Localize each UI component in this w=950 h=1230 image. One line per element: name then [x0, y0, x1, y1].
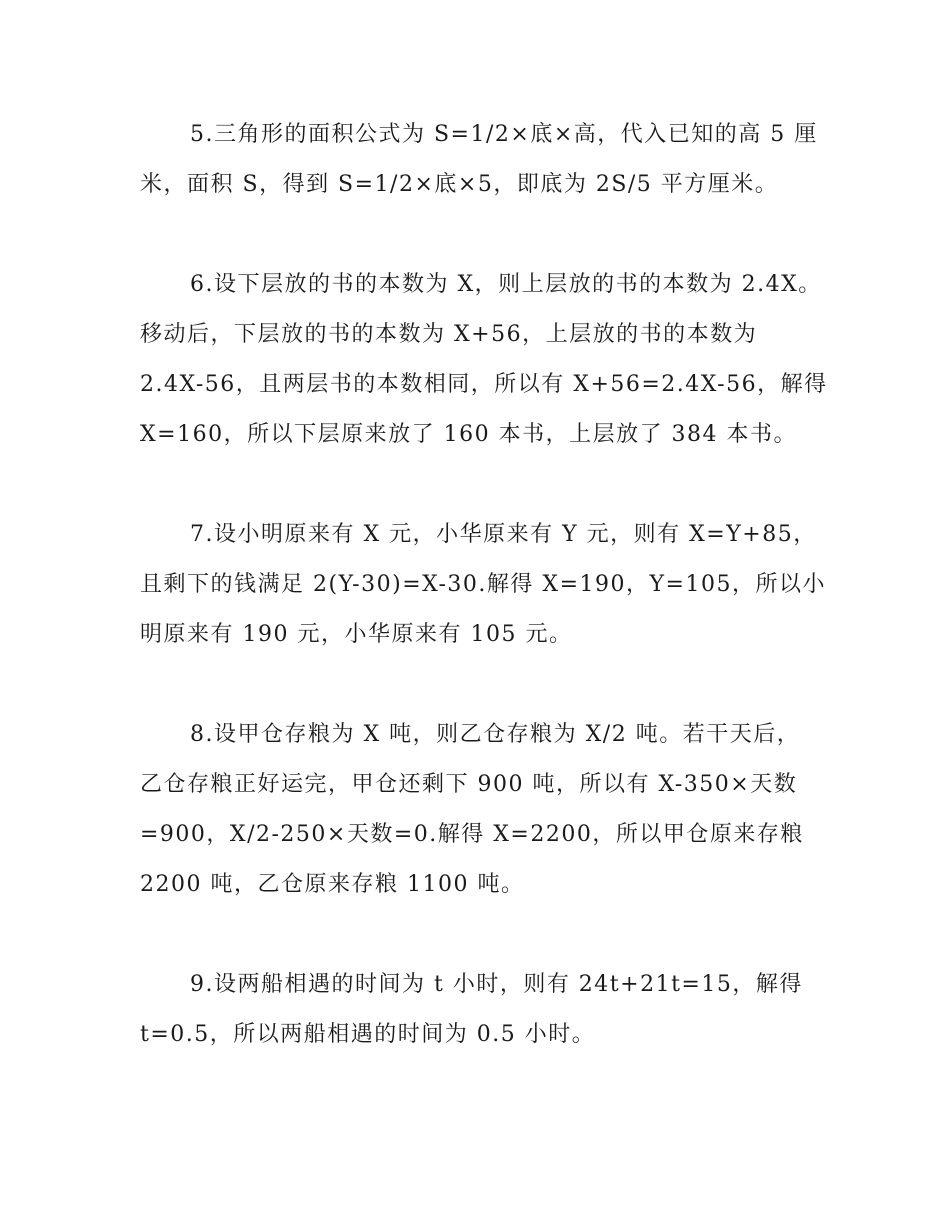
paragraph-line: 6.设下层放的书的本数为 X，则上层放的书的本数为 2.4X。 — [190, 272, 822, 297]
paragraph-line: 7.设小明原来有 X 元，小华原来有 Y 元，则有 X=Y+85， — [190, 522, 817, 547]
answer-paragraph-5 — [140, 110, 820, 210]
answer-paragraph-7 — [140, 510, 826, 660]
paragraph-line: 移动后，下层放的书的本数为 X+56，上层放的书的本数为 — [140, 322, 758, 347]
paragraph-line: X=160，所以下层原来放了 160 本书，上层放了 384 本书。 — [140, 422, 798, 447]
paragraph-line: =900，X/2-250×天数=0.解得 X=2200，所以甲仓原来存粮 — [140, 822, 804, 847]
answer-paragraph-6 — [140, 260, 828, 460]
paragraph-line: 明原来有 190 元，小华原来有 105 元。 — [140, 622, 573, 647]
paragraph-line: 米，面积 S，得到 S=1/2×底×5，即底为 2S/5 平方厘米。 — [140, 172, 779, 197]
paragraph-line: t=0.5，所以两船相遇的时间为 0.5 小时。 — [140, 1022, 596, 1047]
paragraph-line: 且剩下的钱满足 2(Y-30)=X-30.解得 X=190，Y=105，所以小 — [140, 572, 826, 597]
paragraph-line: 2200 吨，乙仓原来存粮 1100 吨。 — [140, 872, 525, 897]
paragraph-line: 8.设甲仓存粮为 X 吨，则乙仓存粮为 X/2 吨。若干天后， — [190, 722, 801, 747]
answer-paragraph-8 — [140, 710, 820, 910]
answer-paragraph-9 — [140, 960, 820, 1060]
paragraph-line: 乙仓存粮正好运完，甲仓还剩下 900 吨，所以有 X-350×天数 — [140, 772, 798, 797]
paragraph-line: 5.三角形的面积公式为 S=1/2×底×高，代入已知的高 5 厘 — [190, 122, 818, 147]
paragraph-line: 2.4X-56，且两层书的本数相同，所以有 X+56=2.4X-56，解得 — [140, 372, 828, 397]
paragraph-line: 9.设两船相遇的时间为 t 小时，则有 24t+21t=15，解得 — [190, 972, 803, 997]
